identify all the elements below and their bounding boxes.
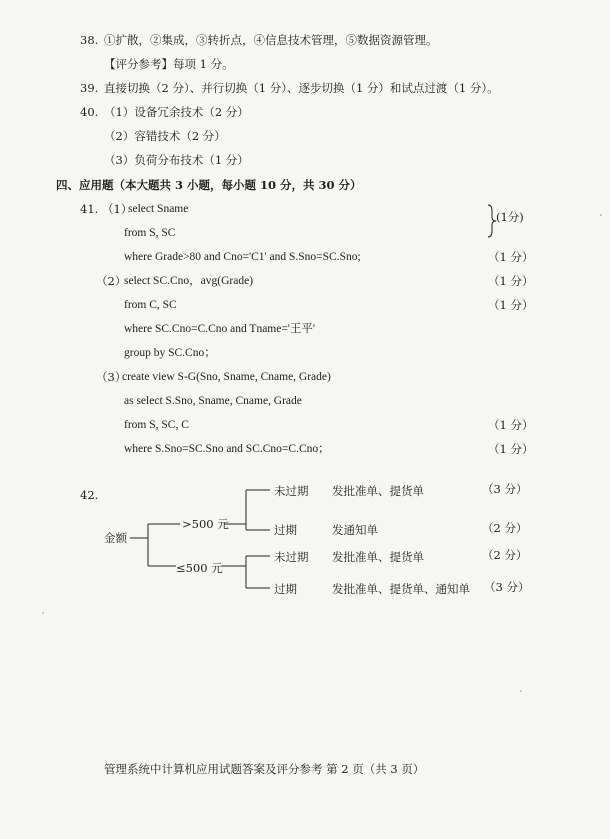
q42-b2-leaf1-score: （2 分） bbox=[482, 548, 528, 562]
q42-b1-leaf2-condition: 过期 bbox=[274, 523, 297, 537]
q42-b2-leaf2-score: （3 分） bbox=[484, 580, 530, 594]
q41-p3-line-3: from S, SC, C bbox=[124, 419, 189, 431]
q41-p3-label: （3） bbox=[96, 370, 127, 384]
q41-p1-brace-score: (1分) bbox=[496, 210, 524, 224]
q42-number: 42. bbox=[80, 488, 99, 502]
q40-item-1: （1）设备冗余技术（2 分） bbox=[104, 105, 249, 119]
q42-b1-leaf2-action: 发通知单 bbox=[332, 523, 378, 537]
q42-b2-leaf2-condition: 过期 bbox=[274, 582, 297, 596]
scan-speck bbox=[520, 690, 522, 692]
q41-p1-line-2: from S, SC bbox=[124, 227, 176, 239]
q41-number: 41. bbox=[80, 202, 99, 216]
q41-p2-line-1: select SC.Cno，avg(Grade) bbox=[124, 275, 254, 287]
q41-p3-line3-score: （1 分） bbox=[488, 418, 534, 432]
q39-number: 39. bbox=[80, 81, 99, 95]
q42-b2-leaf1-action: 发批准单、提货单 bbox=[332, 550, 424, 564]
q42-branch-1-label: >500 元 bbox=[182, 517, 229, 531]
q41-p2-line2-score: （1 分） bbox=[488, 298, 534, 312]
q42-b1-leaf1-score: （3 分） bbox=[482, 482, 528, 496]
q42-b2-leaf1-condition: 未过期 bbox=[274, 550, 309, 564]
q41-p3-line-2: as select S.Sno, Sname, Cname, Grade bbox=[124, 395, 302, 407]
q40-item-3: （3）负荷分布技术（1 分） bbox=[104, 153, 249, 167]
scan-speck bbox=[600, 214, 602, 216]
q42-b1-leaf1-action: 发批准单、提货单 bbox=[332, 484, 424, 498]
q41-p1-line3-score: （1 分） bbox=[488, 250, 534, 264]
q41-p2-label: （2） bbox=[96, 274, 127, 288]
page-footer: 管理系统中计算机应用试题答案及评分参考 第 2 页（共 3 页） bbox=[104, 762, 425, 776]
q41-p2-line-2: from C, SC bbox=[124, 299, 177, 311]
q42-branch-2-label: ≤500 元 bbox=[176, 561, 223, 575]
q42-b1-leaf1-condition: 未过期 bbox=[274, 484, 309, 498]
scan-speck bbox=[42, 612, 44, 614]
q41-p2-line-3: where SC.Cno=C.Cno and Tname='王平' bbox=[124, 323, 315, 335]
q42-b1-leaf2-score: （2 分） bbox=[482, 521, 528, 535]
q41-p1-label: （1） bbox=[102, 202, 133, 216]
q40-item-2: （2）容错技术（2 分） bbox=[104, 129, 226, 143]
q39-text: 直接切换（2 分）、并行切换（1 分）、逐步切换（1 分）和试点过渡（1 分）。 bbox=[104, 81, 499, 95]
q42-root-label: 金额 bbox=[104, 531, 127, 545]
q41-p3-line4-score: （1 分） bbox=[488, 442, 534, 456]
q41-p2-line-4: group by SC.Cno； bbox=[124, 347, 216, 359]
q41-p1-line-1: select Sname bbox=[128, 203, 189, 215]
q38-scoring-note: 【评分参考】每项 1 分。 bbox=[104, 57, 234, 71]
q41-p3-line-4: where S.Sno=SC.Sno and SC.Cno=C.Cno； bbox=[124, 443, 330, 455]
q41-p2-line1-score: （1 分） bbox=[488, 274, 534, 288]
section-4-title: 四、应用题（本大题共 3 小题，每小题 10 分，共 30 分） bbox=[56, 178, 362, 192]
q42-b2-leaf2-action: 发批准单、提货单、通知单 bbox=[332, 582, 470, 596]
q38-number: 38. bbox=[80, 33, 99, 47]
q40-number: 40. bbox=[80, 105, 99, 119]
q41-p3-line-1: create view S-G(Sno, Sname, Cname, Grade) bbox=[122, 371, 331, 383]
q41-p1-line-3: where Grade>80 and Cno='C1' and S.Sno=SC.Sno; bbox=[124, 251, 361, 263]
q38-text: ①扩散，②集成，③转折点，④信息技术管理，⑤数据资源管理。 bbox=[104, 33, 438, 47]
